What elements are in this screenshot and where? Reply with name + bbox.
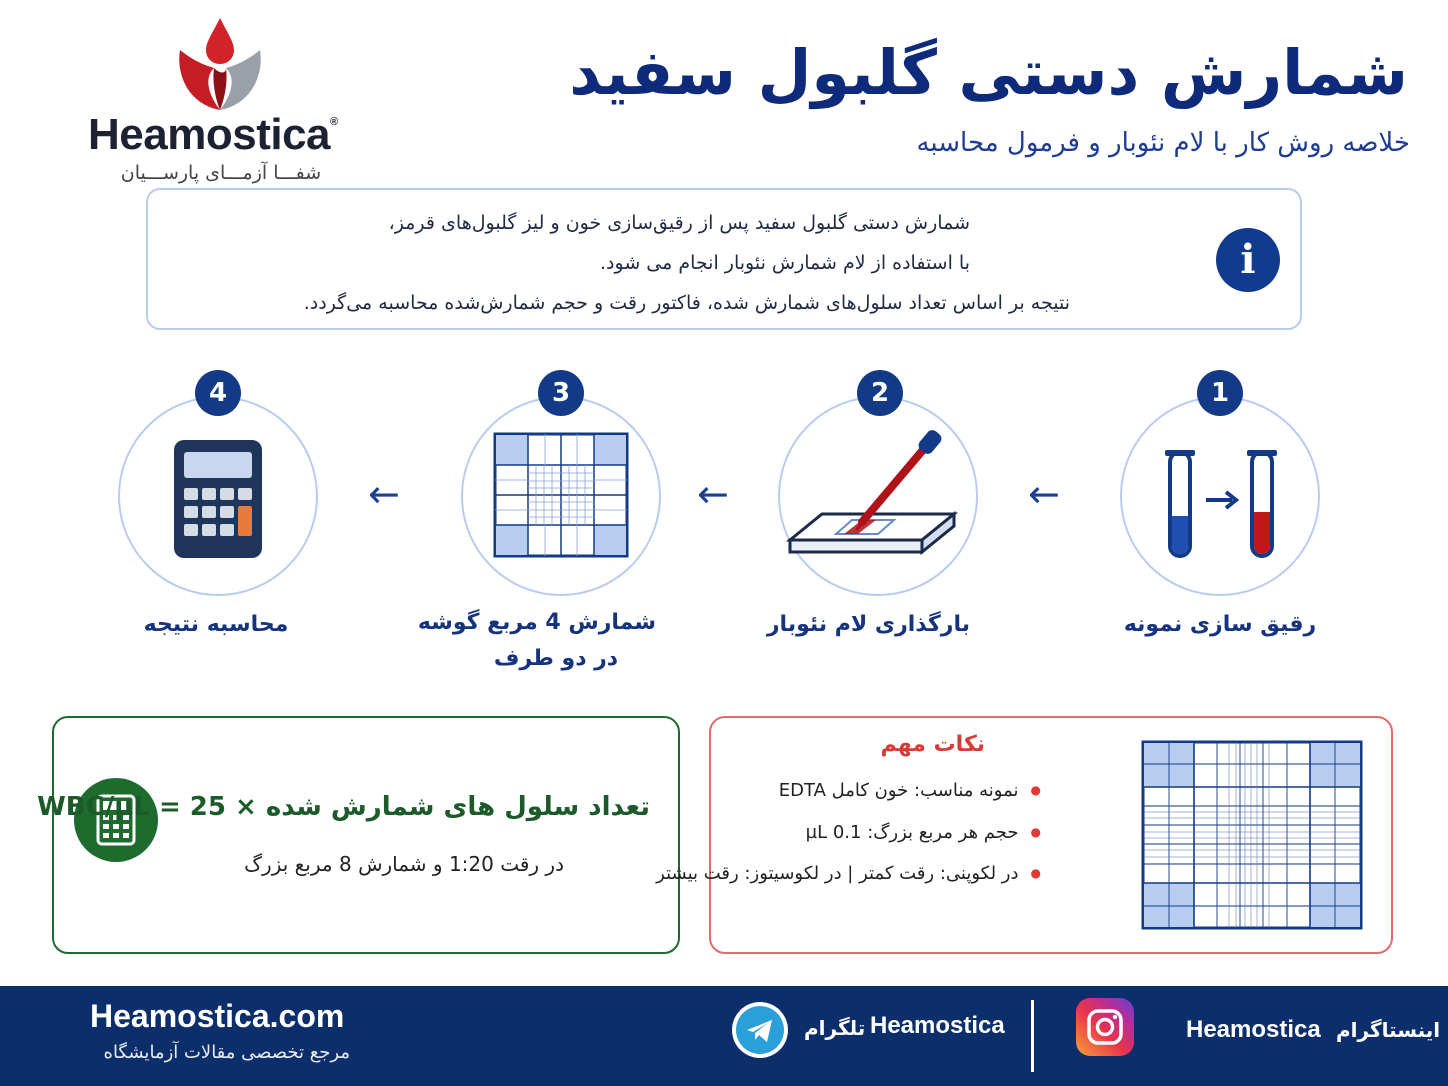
note-item: ● در لکوپنی: رقت کمتر | در لکوسیتوز: رقت بیشتر	[656, 863, 1041, 884]
step-4-badge: 4	[195, 370, 241, 416]
telegram-icon[interactable]	[732, 1002, 788, 1058]
step-3-badge: 3	[538, 370, 584, 416]
arrow-left-icon: ←	[697, 472, 729, 516]
page-subtitle: خلاصه روش کار با لام نئوبار و فرمول محاسبه	[916, 128, 1410, 158]
calculator-icon	[118, 396, 318, 596]
info-line-2: با استفاده از لام شمارش نئوبار انجام می شود.	[600, 252, 970, 274]
step-3-label-line-1: شمارش 4 مربع گوشه	[417, 610, 656, 635]
arrow-left-icon: ←	[368, 472, 400, 516]
note-item: ● حجم هر مربع بزرگ: 0.1 µL	[806, 822, 1041, 843]
formula-condition: در رقت 1:20 و شمارش 8 مربع بزرگ	[244, 852, 564, 876]
step-1-badge: 1	[1197, 370, 1243, 416]
footer	[0, 986, 1448, 1086]
counting-grid-icon	[461, 396, 661, 596]
brand-logo	[88, 14, 368, 184]
info-line-1: شمارش دستی گلبول سفید پس از رقیق‌سازی خون و لیز گلبول‌های قرمز،	[388, 212, 970, 234]
step-1-circle	[1120, 396, 1320, 596]
arrow-left-icon: ←	[1028, 472, 1060, 516]
notes-title: نکات مهم	[880, 732, 985, 757]
wbc-formula: WBC/µL = تعداد سلول های شمارش شده × 25	[37, 792, 650, 822]
step-2-badge: 2	[857, 370, 903, 416]
telegram-plane-icon	[736, 1006, 784, 1054]
info-box	[146, 188, 1302, 330]
neubauer-grid-icon	[1141, 740, 1363, 930]
info-icon: i	[1216, 228, 1280, 292]
pipette-slide-icon	[778, 396, 978, 596]
instagram-label: اینستاگرام	[1336, 1018, 1441, 1042]
step-1-label: رقیق سازی نمونه	[1123, 612, 1317, 637]
instagram-handle[interactable]: Heamostica	[1186, 1016, 1321, 1043]
instagram-camera-icon	[1076, 998, 1134, 1056]
step-4-label: محاسبه نتیجه	[143, 612, 289, 637]
step-3-circle	[461, 396, 661, 596]
instagram-icon[interactable]	[1076, 998, 1134, 1056]
test-tubes-icon	[1120, 396, 1320, 596]
step-2-label: بارگذاری لام نئوبار	[766, 612, 970, 637]
page-title: شمارش دستی گلبول سفید	[569, 36, 1408, 109]
info-line-3: نتیجه بر اساس تعداد سلول‌های شمارش شده، فاکتور رقت و حجم شمارش‌شده محاسبه می‌گردد.	[303, 292, 1070, 314]
telegram-label: تلگرام	[804, 1016, 866, 1040]
notes-box	[656, 716, 1393, 954]
site-tagline: مرجع تخصصی مقالات آزمایشگاه	[103, 1042, 350, 1063]
brand-tagline: شفـــا آزمـــای پارســـیان	[120, 162, 322, 184]
blood-drop-logo-icon	[88, 14, 368, 114]
formula-box	[37, 716, 680, 954]
site-link[interactable]: Heamostica.com	[90, 998, 345, 1034]
step-4-circle	[118, 396, 318, 596]
footer-divider	[1031, 1000, 1034, 1072]
brand-wordmark: Heamostica®	[88, 110, 338, 159]
note-item: ● نمونه مناسب: خون کامل EDTA	[779, 780, 1041, 801]
step-3-label-line-2: در دو طرف	[493, 646, 619, 671]
telegram-handle[interactable]: Heamostica	[870, 1012, 1005, 1039]
step-2-circle	[778, 396, 978, 596]
